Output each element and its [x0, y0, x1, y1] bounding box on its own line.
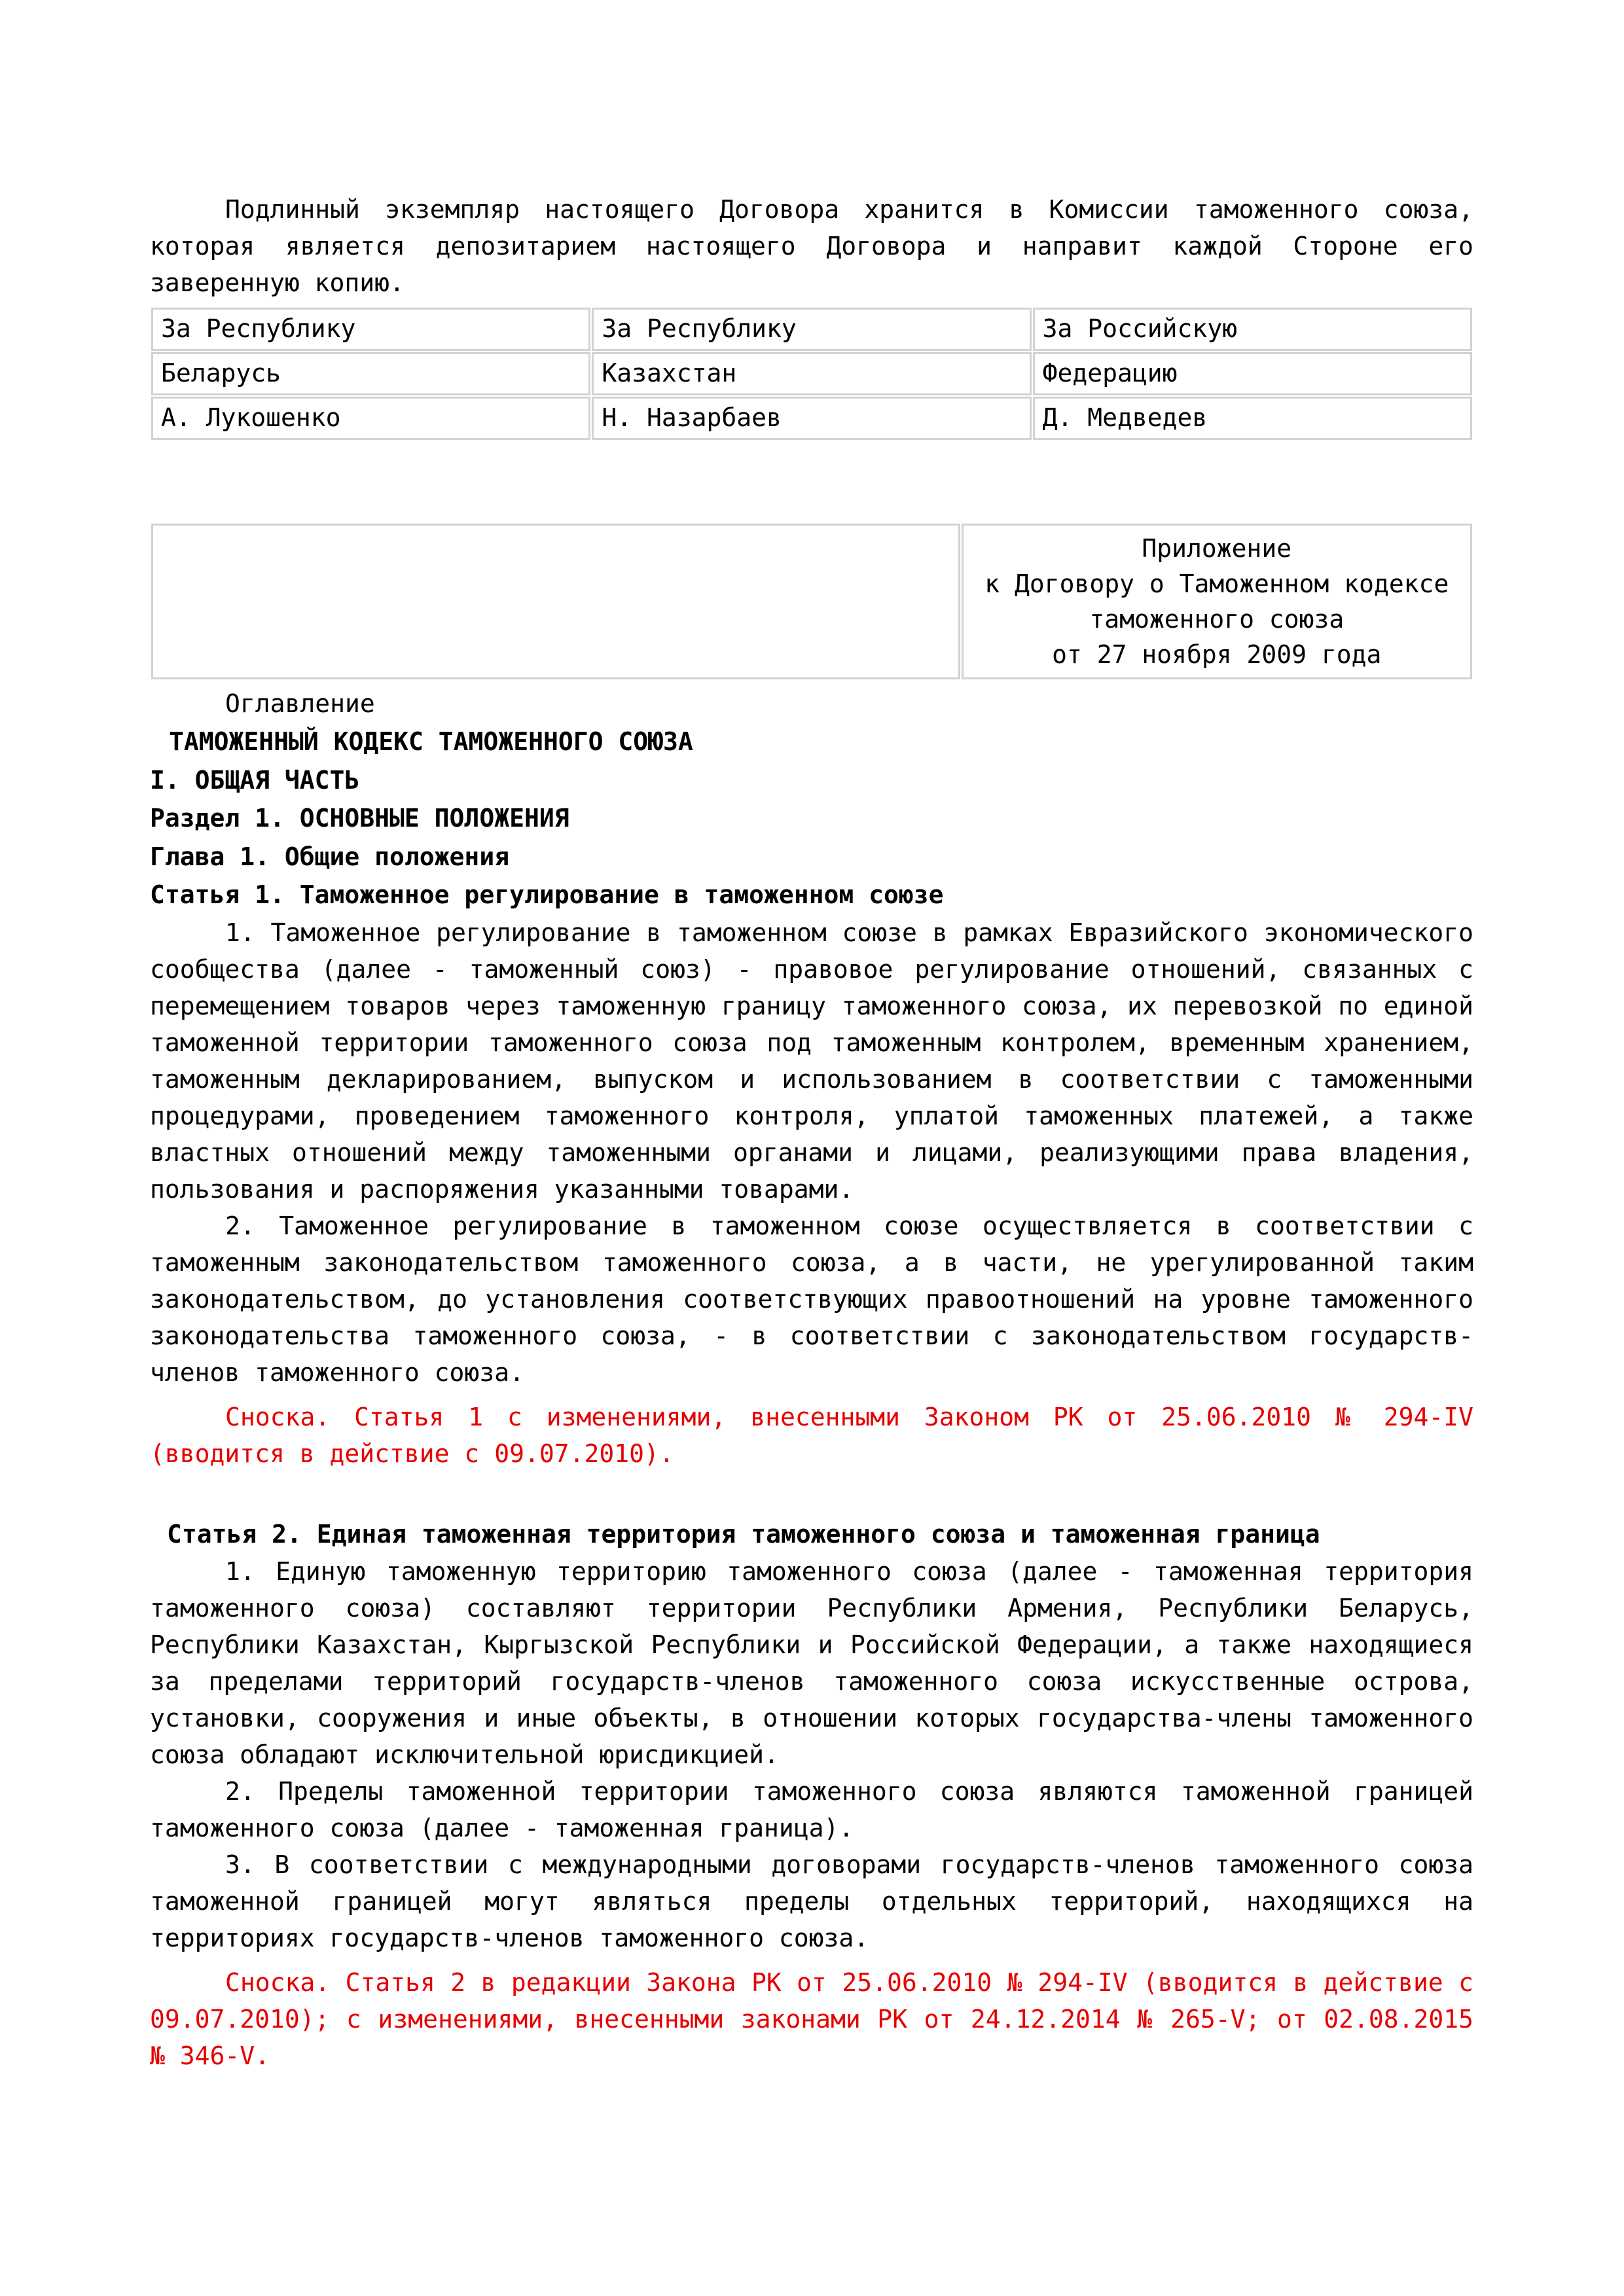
- article2-paragraph-2: 2. Пределы таможенной территории таможенного союза являются таможенной границей таможенного союза (далее - таможенная граница).: [150, 1777, 1473, 1842]
- annex-line: к Договору о Таможенном кодексе: [984, 569, 1449, 598]
- article1-heading: Статья 1. Таможенное регулирование в таможенном союзе: [150, 880, 944, 909]
- article2-footnote: Сноска. Статья 2 в редакции Закона РК от 25.06.2010 № 294-IV (вводится в действие с 09.07.2010); с изменениями, внесенными законами РК от 24.12.2014 № 265-V; от 02.08.2015 № 346-V.: [150, 1968, 1473, 2070]
- article2-paragraph-3: 3. В соответствии с международными договорами государств-членов таможенного союза таможенной границей могут являться пределы отдельных территорий, находящихся на территориях государств-членов таможенного союза.: [150, 1850, 1473, 1952]
- article1-paragraph-1: 1. Таможенное регулирование в таможенном союзе в рамках Евразийского экономического сообщества (далее - таможенный союз) - правовое регулирование отношений, связанных с перемещением товаров через таможенную границу таможенного союза, их перевозкой по единой таможенной территории таможенного союза под таможенным контролем, временным хранением, таможенным декларированием, выпуском и использованием в соответствии с таможенными процедурами, проведением таможенного контроля, уплатой таможенных платежей, а также властных отношений между таможенными органами и лицами, реализующими права владения, пользования и распоряжения указанными товарами.: [150, 918, 1473, 1204]
- article2-heading: Статья 2. Единая таможенная территория таможенного союза и таможенная граница: [167, 1519, 1320, 1549]
- table-row: [151, 397, 1472, 440]
- annex-text-cell: [962, 524, 1472, 679]
- table-cell: А. Лукошенко: [151, 397, 590, 440]
- section-heading: Раздел 1. ОСНОВНЫЕ ПОЛОЖЕНИЯ: [150, 804, 569, 833]
- table-cell: За Российскую: [1033, 308, 1472, 351]
- annex-line: Приложение: [1142, 534, 1292, 563]
- document-title: ТАМОЖЕННЫЙ КОДЕКС ТАМОЖЕННОГО СОЮЗА: [169, 727, 693, 756]
- article1-paragraph-2: 2. Таможенное регулирование в таможенном союзе осуществляется в соответствии с таможенным законодательством таможенного союза, а в части, не урегулированной таким законодательством, до установления соответствующих правоотношений на уровне таможенного законодательства таможенного союза, - в соответствии с законодательством государств-членов таможенного союза.: [150, 1211, 1473, 1387]
- document-page: [150, 191, 1473, 2074]
- chapter-heading: Глава 1. Общие положения: [150, 842, 510, 871]
- table-cell: Казахстан: [592, 352, 1031, 395]
- table-cell: За Республику: [151, 308, 590, 351]
- annex-line: таможенного союза: [1089, 605, 1344, 634]
- toc-label: Оглавление: [225, 689, 375, 718]
- table-cell: Беларусь: [151, 352, 590, 395]
- annex-empty-cell: [151, 524, 960, 679]
- annex-line: от 27 ноября 2009 года: [1052, 640, 1382, 669]
- article2-paragraph-1: 1. Единую таможенную территорию таможенного союза (далее - таможенная территория таможенного союза) составляют территории Республики Армения, Республики Беларусь, Республики Казахстан, Кыргызской Республики и Российской Федерации, а также находящиеся за пределами территорий государств-членов таможенного союза искусственные острова, установки, сооружения и иные объекты, в отношении которых государства-члены таможенного союза обладают исключительной юрисдикцией.: [150, 1557, 1473, 1769]
- table-cell: Федерацию: [1033, 352, 1472, 395]
- table-row: [151, 352, 1472, 395]
- table-row: [151, 524, 1472, 679]
- annex-box: [150, 522, 1473, 681]
- signatories-table: [150, 306, 1473, 441]
- table-cell: За Республику: [592, 308, 1031, 351]
- table-cell: Н. Назарбаев: [592, 397, 1031, 440]
- intro-paragraph: Подлинный экземпляр настоящего Договора хранится в Комиссии таможенного союза, которая является депозитарием настоящего Договора и направит каждой Стороне его заверенную копию.: [150, 195, 1473, 297]
- table-row: [151, 308, 1472, 351]
- article1-footnote: Сноска. Статья 1 с изменениями, внесенными Законом РК от 25.06.2010 № 294-IV (вводится в действие с 09.07.2010).: [150, 1402, 1473, 1468]
- table-cell: Д. Медведев: [1033, 397, 1472, 440]
- part-heading: I. ОБЩАЯ ЧАСТЬ: [150, 765, 360, 795]
